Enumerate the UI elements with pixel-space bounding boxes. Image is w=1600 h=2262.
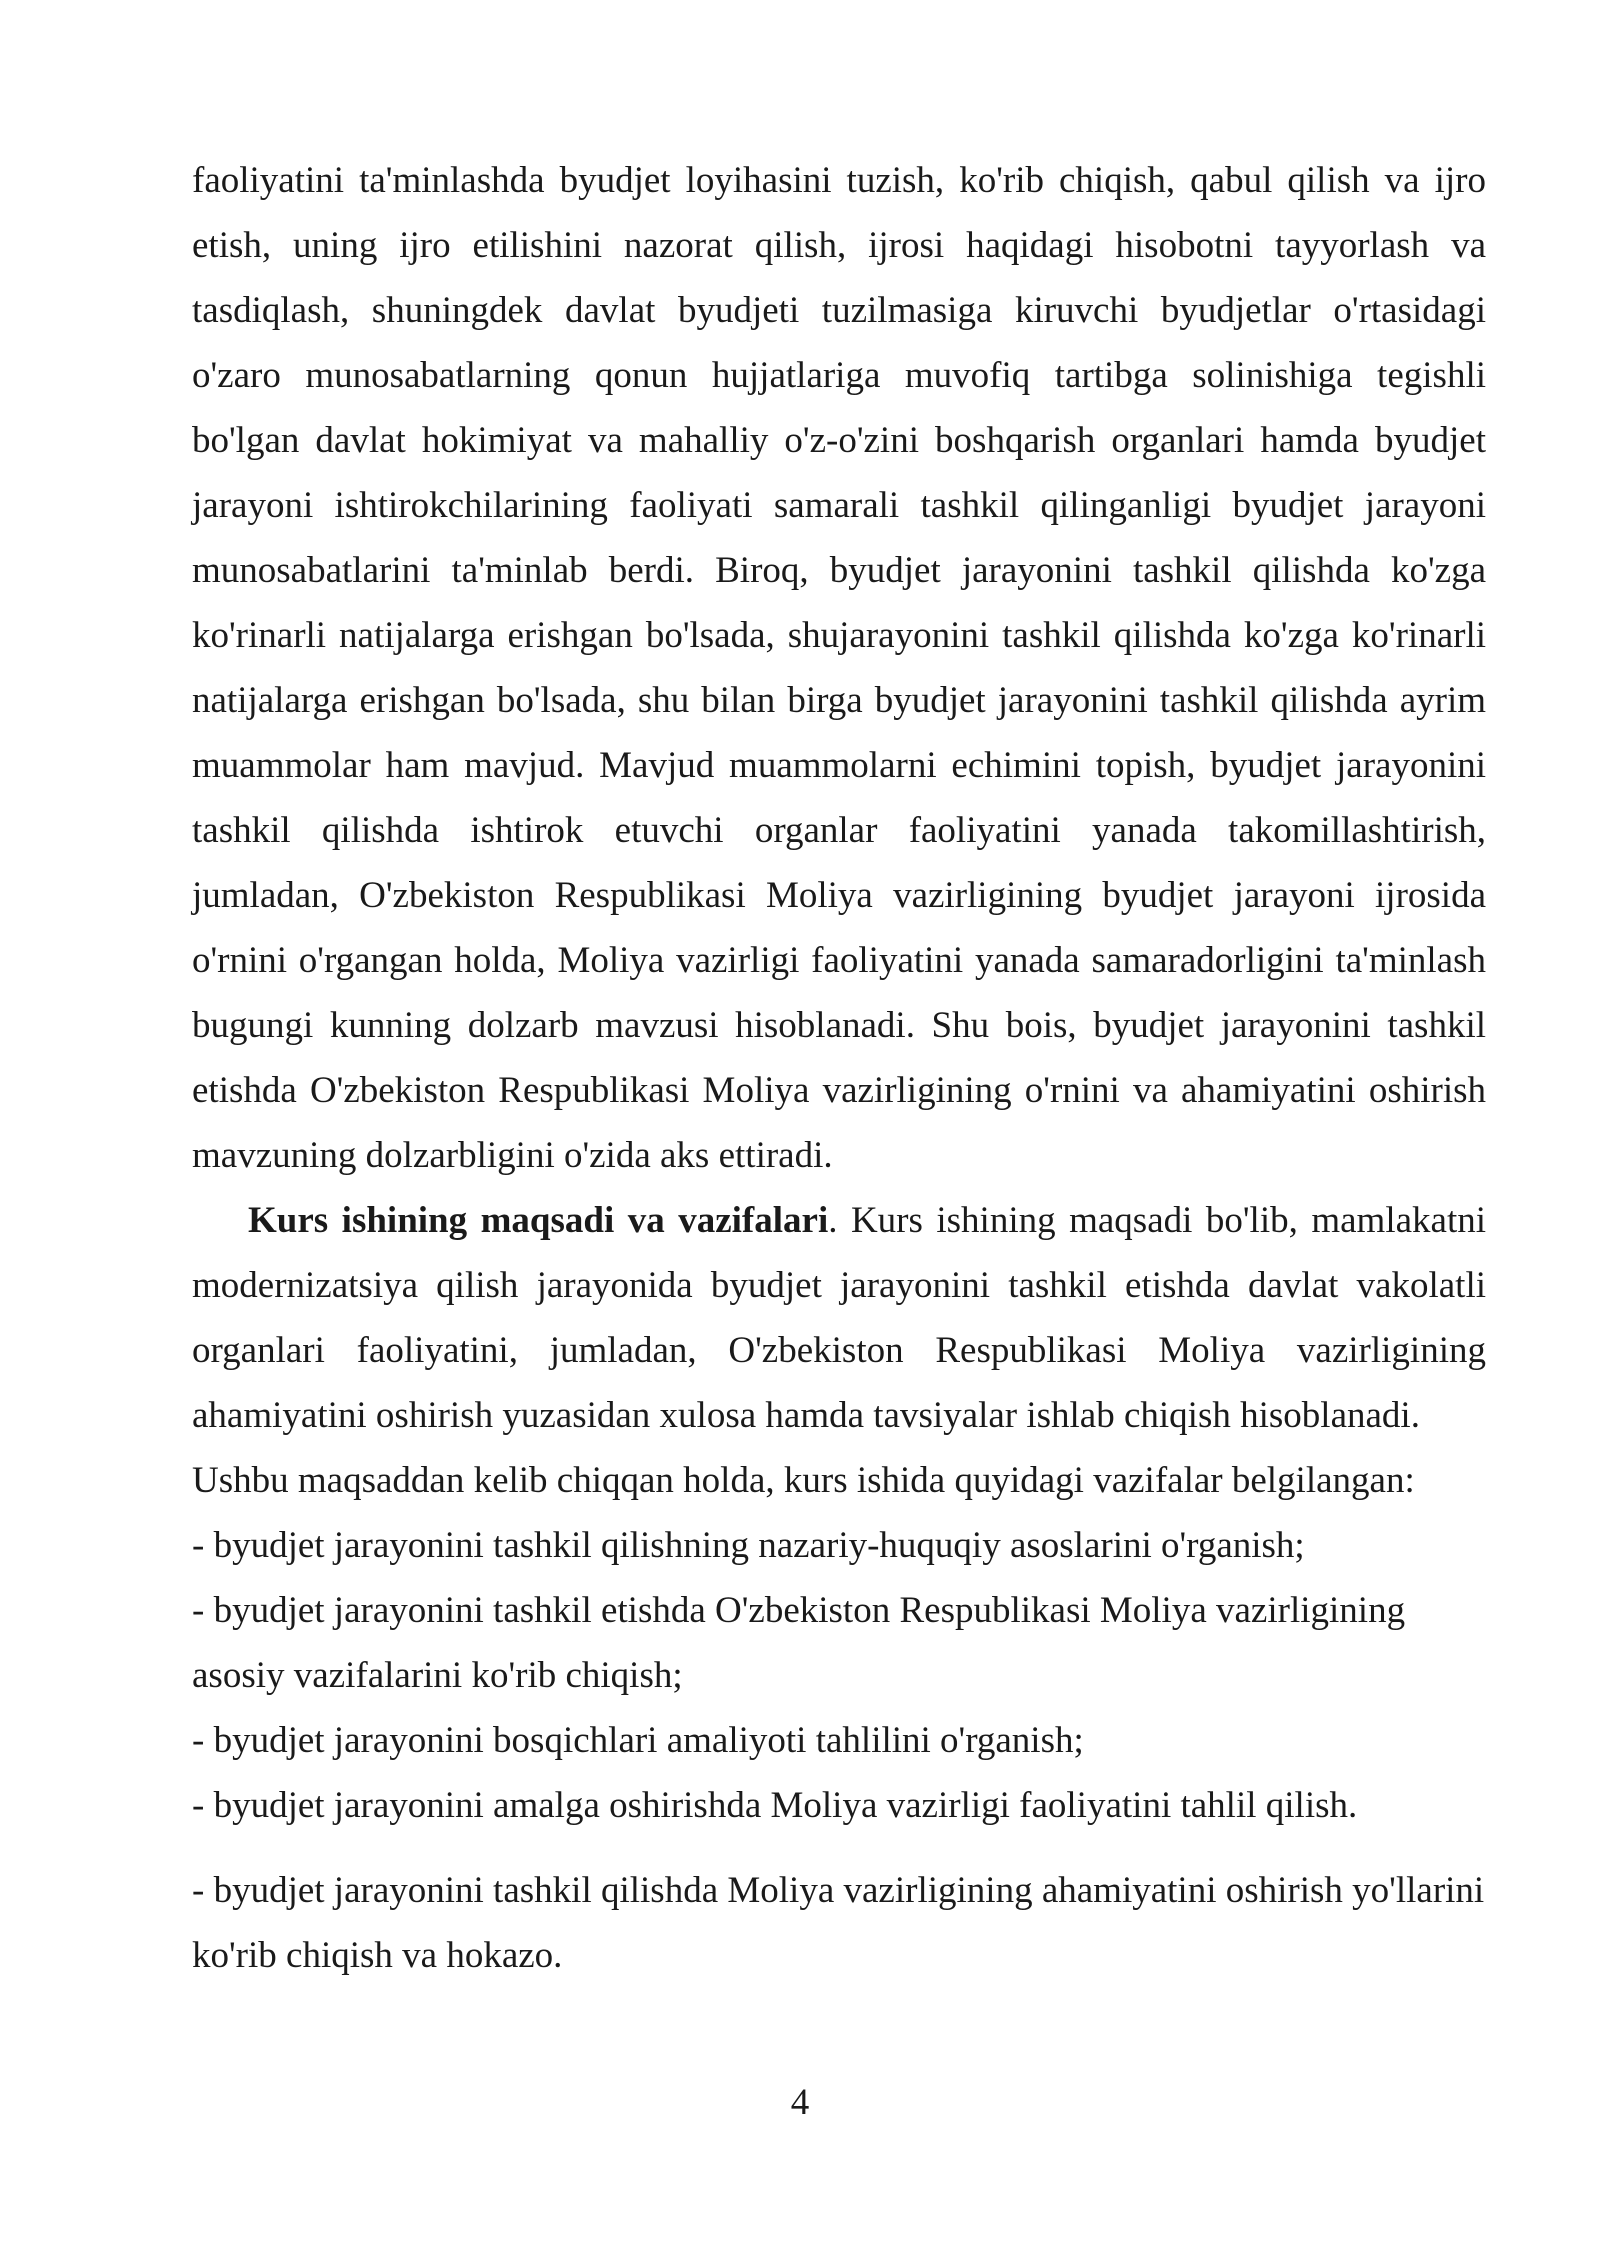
section-heading-period: .: [828, 1200, 838, 1241]
task-item: - byudjet jarayonini tashkil qilishda Moliya vazirligining ahamiyatini oshirish yo'llarini ko'rib chiqish va hokazo.: [192, 1870, 1485, 1976]
goals-paragraph: [192, 1188, 1486, 1448]
task-item: - byudjet jarayonini amalga oshirishda Moliya vazirligi faoliyatini tahlil qilish.: [192, 1785, 1358, 1826]
task-item: - byudjet jarayonini tashkil etishda O'zbekiston Respublikasi Moliya vazirligining asosiy vazifalarini ko'rib chiqish;: [192, 1590, 1406, 1696]
task-item: - byudjet jarayonini bosqichlari amaliyoti tahlilini o'rganish;: [192, 1720, 1084, 1761]
body-paragraph: faoliyatini ta'minlashda byudjet loyihasini tuzish, ko'rib chiqish, qabul qilish va ijro etish, uning ijro etilishini nazorat qilish, ijrosi haqidagi hisobotni tayyorlash va tasdiqlash, shuningdek davlat byudjeti tuzilmasiga kiruvchi byudjetlar o'rtasidagi o'zaro munosabatlarning qonun hujjatlariga muvofiq tartibga solinishiga tegishli bo'lgan davlat hokimiyat va mahalliy o'z-o'zini boshqarish organlari hamda byudjet jarayoni ishtirokchilarining faoliyati samarali tashkil qilinganligi byudjet jarayoni munosabatlarini ta'minlab berdi. Biroq, byudjet jarayonini tashkil qilishda ko'zga ko'rinarli natijalarga erishgan bo'lsada, shujarayonini tashkil qilishda ko'zga ko'rinarli natijalarga erishgan bo'lsada, shu bilan birga byudjet jarayonini tashkil qilishda ayrim muammolar ham mavjud. Mavjud muammolarni echimini topish, byudjet jarayonini tashkil qilishda ishtirok etuvchi organlar faoliyatini yanada takomillashtirish, jumladan, O'zbekiston Respublikasi Moliya vazirligining byudjet jarayoni ijrosida o'rnini o'rgangan holda, Moliya vazirligi faoliyatini yanada samaradorligini ta'minlash bugungi kunning dolzarb mavzusi hisoblanadi. Shu bois, byudjet jarayonini tashkil etishda O'zbekiston Respublikasi Moliya vazirligining o'rnini va ahamiyatini oshirish mavzuning dolzarbligini o'zida aks ettiradi.: [192, 160, 1486, 1176]
goals-text: Kurs ishining maqsadi bo'lib, mamlakatni modernizatsiya qilish jarayonida byudjet jarayonini tashkil etishda davlat vakolatli organlari faoliyatini, jumladan, O'zbekiston Respublikasi Moliya vazirligining ahamiyatini oshirish yuzasidan xulosa hamda tavsiyalar ishlab chiqish hisoblanadi.: [192, 1200, 1487, 1436]
task-item: - byudjet jarayonini tashkil qilishning nazariy-huquqiy asoslarini o'rganish;: [192, 1525, 1305, 1566]
document-page: [192, 148, 1486, 1988]
tasks-intro: Ushbu maqsaddan kelib chiqqan holda, kurs ishida quyidagi vazifalar belgilangan:: [192, 1460, 1415, 1501]
section-heading: Kurs ishining maqsadi va vazifalari: [248, 1200, 829, 1241]
page-number: 4: [790, 2082, 810, 2123]
